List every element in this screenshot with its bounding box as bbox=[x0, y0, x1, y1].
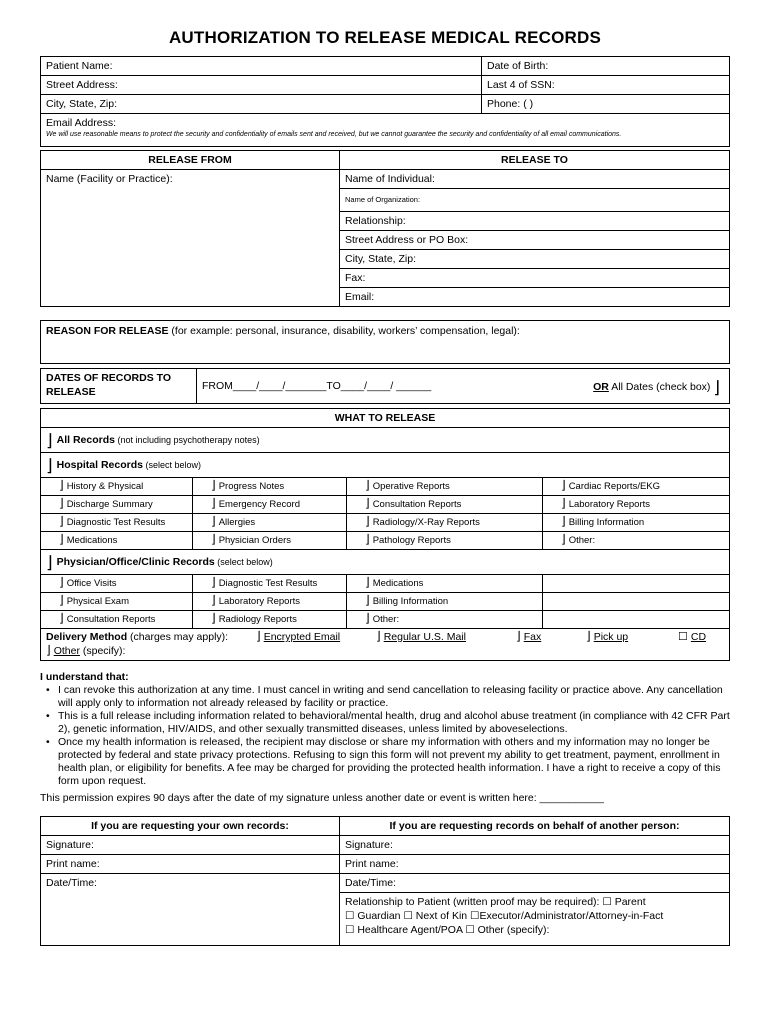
individual-name-field[interactable] bbox=[340, 170, 730, 189]
own-records-header: If you are requesting your own records: bbox=[41, 817, 340, 836]
delivery-cd-label: CD bbox=[690, 631, 707, 643]
signature-table bbox=[40, 816, 730, 946]
checkbox-icon: ⌋ bbox=[561, 514, 566, 528]
hospital-item-checkbox[interactable] bbox=[41, 532, 193, 550]
email-privacy-note: We will use reasonable means to protect the security and confidentiality of emails sent and received, but we cannot guarantee the security and confidentiality of all email communications. bbox=[46, 131, 622, 138]
delivery-other-checkbox-icon: ⌋ bbox=[46, 643, 51, 657]
to-email-label: Email: bbox=[345, 291, 375, 303]
office-item-label: Medications bbox=[372, 578, 424, 589]
hospital-records-note: (select below) bbox=[143, 460, 202, 470]
office-records-note: (select below) bbox=[214, 557, 273, 567]
hospital-item-label: Physician Orders bbox=[218, 535, 292, 546]
checkbox-icon: ⌋ bbox=[561, 478, 566, 492]
hospital-item-checkbox[interactable] bbox=[41, 496, 193, 514]
hospital-item-label: History & Physical bbox=[66, 481, 144, 492]
hospital-records-checkbox[interactable] bbox=[41, 453, 730, 478]
phone-label: Phone: ( ) bbox=[487, 98, 534, 110]
office-item-label: Physical Exam bbox=[66, 596, 129, 607]
delivery-pickup-checkbox-icon: ⌋ bbox=[586, 629, 591, 643]
hospital-item-label: Medications bbox=[66, 535, 118, 546]
own-date-field[interactable] bbox=[41, 874, 340, 946]
hospital-item-label: Allergies bbox=[218, 517, 256, 528]
to-fax-label: Fax: bbox=[345, 272, 366, 284]
bullet-icon: • bbox=[46, 736, 50, 748]
or-label: OR bbox=[593, 381, 609, 393]
hospital-item-checkbox[interactable] bbox=[193, 532, 347, 550]
relationship-to-patient-field[interactable] bbox=[340, 893, 730, 946]
hospital-item-checkbox[interactable] bbox=[41, 514, 193, 532]
understanding-item-text: I can revoke this authorization at any time. I must cancel in writing and send cancellation to releasing facility or practice above. Any cancellation will apply only to information not already released by facility or practice. bbox=[58, 684, 723, 709]
office-records-checkbox[interactable] bbox=[41, 550, 730, 575]
dob-field[interactable] bbox=[482, 57, 730, 76]
office-item-checkbox[interactable] bbox=[41, 593, 193, 611]
bullet-icon: • bbox=[46, 684, 50, 696]
delivery-fax-label: Fax bbox=[523, 631, 542, 643]
delivery-other-label: Other bbox=[53, 645, 80, 657]
what-to-release-table bbox=[40, 408, 730, 661]
delivery-method-note: (charges may apply): bbox=[127, 631, 229, 643]
office-row bbox=[41, 593, 730, 611]
hospital-item-checkbox[interactable] bbox=[543, 532, 730, 550]
to-city-field[interactable] bbox=[340, 250, 730, 269]
checkbox-icon: ⌋ bbox=[59, 611, 64, 625]
office-empty-cell bbox=[543, 593, 730, 611]
office-empty-cell bbox=[543, 575, 730, 593]
email-address-label: Email Address: bbox=[46, 117, 117, 129]
checkbox-icon: ⌋ bbox=[59, 478, 64, 492]
hospital-item-checkbox[interactable] bbox=[193, 478, 347, 496]
office-item-checkbox[interactable] bbox=[193, 611, 347, 629]
to-city-label: City, State, Zip: bbox=[345, 253, 416, 265]
own-print-name-label: Print name: bbox=[46, 858, 100, 870]
own-signature-field[interactable] bbox=[41, 836, 340, 855]
hospital-item-label: Progress Notes bbox=[218, 481, 285, 492]
individual-name-label: Name of Individual: bbox=[345, 173, 435, 185]
delivery-fax-option[interactable] bbox=[516, 630, 541, 644]
checkbox-icon: ⌋ bbox=[59, 514, 64, 528]
office-row bbox=[41, 575, 730, 593]
checkbox-icon: ⌋ bbox=[211, 593, 216, 607]
checkbox-icon: ⌋ bbox=[59, 575, 64, 589]
checkbox-icon: ⌋ bbox=[211, 496, 216, 510]
patient-name-field[interactable] bbox=[41, 57, 482, 76]
hospital-item-label: Pathology Reports bbox=[372, 535, 451, 546]
to-email-field[interactable] bbox=[340, 288, 730, 307]
checkbox-icon: ⌋ bbox=[561, 532, 566, 546]
hospital-item-label: Diagnostic Test Results bbox=[66, 517, 166, 528]
checkbox-icon: ⌋ bbox=[365, 593, 370, 607]
hospital-records-label: Hospital Records bbox=[56, 459, 143, 471]
patient-info-table bbox=[40, 56, 730, 147]
hospital-item-checkbox[interactable] bbox=[193, 514, 347, 532]
hospital-item-label: Billing Information bbox=[568, 517, 645, 528]
own-signature-label: Signature: bbox=[46, 839, 94, 851]
delivery-method-label: Delivery Method bbox=[46, 631, 128, 643]
delivery-cd-option[interactable] bbox=[678, 630, 706, 644]
hospital-row bbox=[41, 514, 730, 532]
organization-name-label: Name of Organization: bbox=[345, 195, 421, 204]
hospital-records-checkbox-icon: ⌋ bbox=[46, 456, 53, 475]
understanding-list bbox=[40, 684, 730, 788]
understanding-item bbox=[46, 684, 730, 710]
facility-name-field[interactable] bbox=[41, 170, 340, 307]
checkbox-icon: ⌋ bbox=[365, 575, 370, 589]
office-item-label: Billing Information bbox=[372, 596, 449, 607]
office-item-checkbox[interactable] bbox=[41, 575, 193, 593]
checkbox-icon: ⌋ bbox=[211, 575, 216, 589]
hospital-item-checkbox[interactable] bbox=[347, 496, 543, 514]
office-empty-cell bbox=[543, 611, 730, 629]
date-range-field[interactable] bbox=[197, 369, 558, 404]
office-item-checkbox[interactable] bbox=[347, 575, 543, 593]
hospital-item-label: Other: bbox=[568, 535, 596, 546]
delivery-encrypted-email-option[interactable] bbox=[256, 630, 340, 644]
hospital-row bbox=[41, 496, 730, 514]
patient-name-label: Patient Name: bbox=[46, 60, 113, 72]
hospital-item-checkbox[interactable] bbox=[193, 496, 347, 514]
hospital-item-label: Radiology/X-Ray Reports bbox=[372, 517, 480, 528]
checkbox-icon: ⌋ bbox=[211, 514, 216, 528]
office-item-label: Diagnostic Test Results bbox=[218, 578, 318, 589]
all-dates-checkbox[interactable] bbox=[557, 369, 730, 404]
ssn-field[interactable] bbox=[482, 76, 730, 95]
all-records-label: All Records bbox=[56, 434, 115, 446]
hospital-item-checkbox[interactable] bbox=[543, 514, 730, 532]
street-address-field[interactable] bbox=[41, 76, 482, 95]
release-from-header: RELEASE FROM bbox=[41, 151, 340, 170]
delivery-encrypted-label: Encrypted Email bbox=[263, 631, 341, 643]
hospital-row bbox=[41, 532, 730, 550]
relationship-line-2: ☐ Guardian ☐ Next of Kin ☐Executor/Administrator/Attorney-in-Fact bbox=[345, 910, 664, 922]
city-state-zip-field[interactable] bbox=[41, 95, 482, 114]
dates-table bbox=[40, 368, 730, 404]
all-records-checkbox-icon: ⌋ bbox=[46, 431, 53, 450]
hospital-items bbox=[41, 478, 730, 550]
office-item-label: Office Visits bbox=[66, 578, 117, 589]
hospital-item-checkbox[interactable] bbox=[347, 478, 543, 496]
understanding-item-text: Once my health information is released, the recipient may disclose or share my information with others and my information may no longer be protected by federal and state privacy protections. Refusing to sign this form will not prevent my ability to get treatment, payment, enrollment in health plan, or eligibility for benefits. A fee may be charged for providing the protected health information. I have a right to receive a copy of this form upon request. bbox=[58, 736, 721, 787]
street-address-label: Street Address: bbox=[46, 79, 118, 91]
delivery-mail-checkbox-icon: ⌋ bbox=[376, 629, 381, 643]
relationship-label: Relationship: bbox=[345, 215, 406, 227]
office-item-checkbox[interactable] bbox=[193, 593, 347, 611]
hospital-item-label: Consultation Reports bbox=[372, 499, 462, 510]
bullet-icon: • bbox=[46, 710, 50, 722]
checkbox-icon: ⌋ bbox=[365, 514, 370, 528]
checkbox-icon: ⌋ bbox=[365, 496, 370, 510]
understanding-item bbox=[46, 736, 730, 788]
to-street-field[interactable] bbox=[340, 231, 730, 250]
office-item-label: Consultation Reports bbox=[66, 614, 156, 625]
office-item-checkbox[interactable] bbox=[347, 593, 543, 611]
delivery-other-option[interactable] bbox=[46, 644, 724, 658]
office-item-checkbox[interactable] bbox=[347, 611, 543, 629]
delivery-other-specify: (specify): bbox=[79, 645, 126, 657]
behalf-signature-label: Signature: bbox=[345, 839, 393, 851]
delivery-mail-option[interactable] bbox=[376, 630, 466, 644]
delivery-encrypted-checkbox-icon: ⌋ bbox=[256, 629, 261, 643]
date-range-text: FROM____/____/_______TO____/____/ ______ bbox=[202, 380, 432, 392]
behalf-print-name-field[interactable] bbox=[340, 855, 730, 874]
behalf-records-header: If you are requesting records on behalf of another person: bbox=[340, 817, 730, 836]
hospital-item-checkbox[interactable] bbox=[347, 532, 543, 550]
office-item-label: Radiology Reports bbox=[218, 614, 297, 625]
reason-table bbox=[40, 320, 730, 364]
delivery-fax-checkbox-icon: ⌋ bbox=[516, 629, 521, 643]
reason-label: REASON FOR RELEASE bbox=[46, 325, 169, 337]
office-records-checkbox-icon: ⌋ bbox=[46, 553, 53, 572]
release-to-header: RELEASE TO bbox=[340, 151, 730, 170]
release-table bbox=[40, 150, 730, 307]
delivery-method-row bbox=[41, 629, 730, 661]
office-item-checkbox[interactable] bbox=[193, 575, 347, 593]
office-items bbox=[41, 575, 730, 629]
city-state-zip-label: City, State, Zip: bbox=[46, 98, 117, 110]
hospital-item-label: Emergency Record bbox=[218, 499, 300, 510]
checkbox-icon: ⌋ bbox=[211, 611, 216, 625]
office-item-checkbox[interactable] bbox=[41, 611, 193, 629]
relationship-field[interactable] bbox=[340, 212, 730, 231]
behalf-date-label: Date/Time: bbox=[345, 877, 396, 889]
checkbox-icon: ⌋ bbox=[365, 532, 370, 546]
what-to-release-header: WHAT TO RELEASE bbox=[41, 409, 730, 428]
understanding-item-text: This is a full release including information related to behavioral/mental health, drug and alcohol abuse treatment (in compliance with 42 CFR Part 2), genetic information, HIV/AIDS, and other sexually transmitted diseases, unless limited by aboveselections. bbox=[58, 710, 730, 735]
to-street-label: Street Address or PO Box: bbox=[345, 234, 469, 246]
all-dates-label: All Dates (check box) bbox=[608, 381, 711, 393]
hospital-item-checkbox[interactable] bbox=[543, 478, 730, 496]
dates-label: DATES OF RECORDS TO RELEASE bbox=[41, 369, 197, 404]
organization-name-field[interactable] bbox=[340, 189, 730, 212]
checkbox-icon: ⌋ bbox=[59, 532, 64, 546]
understanding-item bbox=[46, 710, 730, 736]
delivery-pickup-label: Pick up bbox=[593, 631, 629, 643]
checkbox-icon: ⌋ bbox=[59, 496, 64, 510]
delivery-cd-checkbox-icon: ☐ bbox=[678, 631, 688, 643]
dob-label: Date of Birth: bbox=[487, 60, 549, 72]
hospital-item-checkbox[interactable] bbox=[543, 496, 730, 514]
checkbox-icon: ⌋ bbox=[211, 478, 216, 492]
checkbox-icon: ⌋ bbox=[365, 478, 370, 492]
hospital-item-checkbox[interactable] bbox=[41, 478, 193, 496]
delivery-mail-label: Regular U.S. Mail bbox=[383, 631, 466, 643]
hospital-item-label: Discharge Summary bbox=[66, 499, 153, 510]
phone-field[interactable] bbox=[482, 95, 730, 114]
all-dates-checkbox-icon: ⌋ bbox=[713, 378, 720, 397]
understanding-heading: I understand that: bbox=[40, 671, 129, 683]
relationship-line-3: ☐ Healthcare Agent/POA ☐ Other (specify): bbox=[345, 924, 550, 936]
own-date-label: Date/Time: bbox=[46, 877, 97, 889]
hospital-item-label: Cardiac Reports/EKG bbox=[568, 481, 661, 492]
facility-name-label: Name (Facility or Practice): bbox=[46, 173, 173, 185]
reason-example: (for example: personal, insurance, disability, workers’ compensation, legal): bbox=[168, 325, 520, 337]
behalf-print-name-label: Print name: bbox=[345, 858, 399, 870]
behalf-date-field[interactable] bbox=[340, 874, 730, 893]
hospital-item-checkbox[interactable] bbox=[347, 514, 543, 532]
office-item-label: Laboratory Reports bbox=[218, 596, 301, 607]
behalf-signature-field[interactable] bbox=[340, 836, 730, 855]
checkbox-icon: ⌋ bbox=[561, 496, 566, 510]
hospital-item-label: Laboratory Reports bbox=[568, 499, 651, 510]
all-records-note: (not including psychotherapy notes) bbox=[115, 435, 260, 445]
to-fax-field[interactable] bbox=[340, 269, 730, 288]
page-title: AUTHORIZATION TO RELEASE MEDICAL RECORDS bbox=[168, 28, 602, 47]
all-records-checkbox[interactable] bbox=[41, 428, 730, 453]
office-row bbox=[41, 611, 730, 629]
understanding-section bbox=[40, 670, 730, 805]
checkbox-icon: ⌋ bbox=[59, 593, 64, 607]
reason-field[interactable] bbox=[41, 321, 730, 364]
relationship-line-1: Relationship to Patient (written proof may be required): ☐ Parent bbox=[345, 896, 646, 908]
checkbox-icon: ⌋ bbox=[211, 532, 216, 546]
office-item-label: Other: bbox=[372, 614, 400, 625]
expiration-statement: This permission expires 90 days after the date of my signature unless another date or event is written here: ___________ bbox=[40, 792, 604, 804]
email-address-field[interactable] bbox=[41, 114, 730, 147]
hospital-row bbox=[41, 478, 730, 496]
delivery-pickup-option[interactable] bbox=[586, 630, 628, 644]
ssn-label: Last 4 of SSN: bbox=[487, 79, 555, 91]
hospital-item-label: Operative Reports bbox=[372, 481, 450, 492]
checkbox-icon: ⌋ bbox=[365, 611, 370, 625]
own-print-name-field[interactable] bbox=[41, 855, 340, 874]
office-records-label: Physician/Office/Clinic Records bbox=[56, 556, 215, 568]
